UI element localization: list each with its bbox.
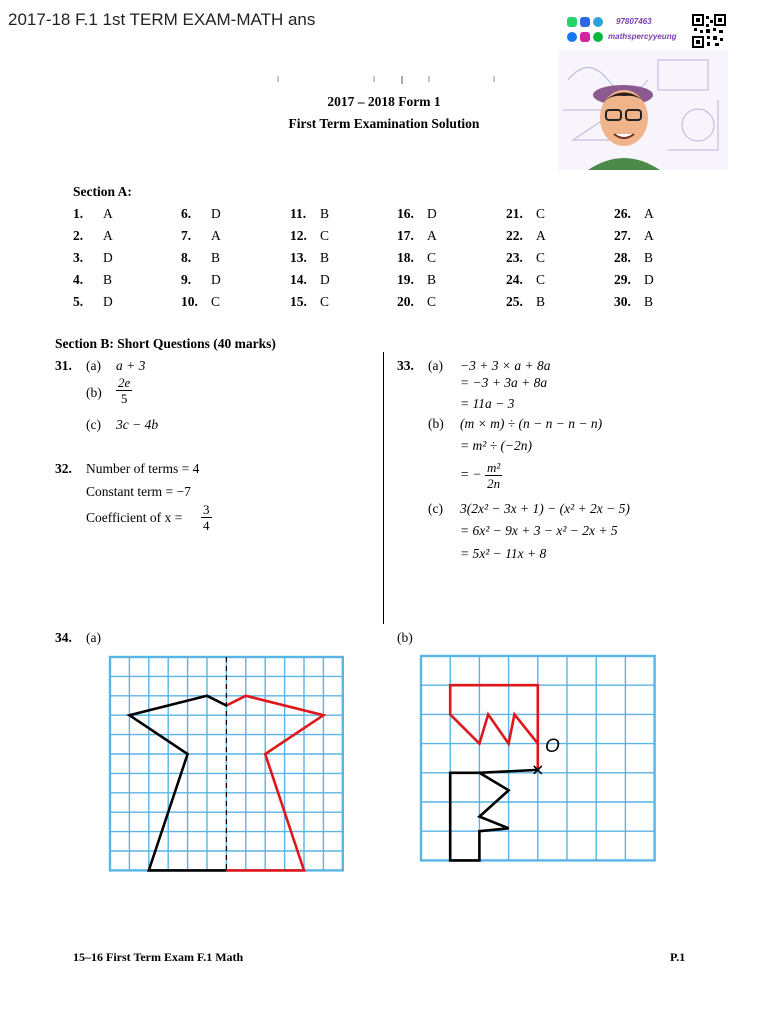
exam-title-heading: First Term Examination Solution [288, 116, 480, 131]
section-a-answer [397, 272, 436, 288]
q33b-line3: = − $\frac{\text{m²}}{2n}$ [460, 460, 501, 491]
section-a-title: Section A: [73, 184, 132, 199]
telegram-icon [593, 17, 603, 27]
facebook-icon [567, 32, 577, 42]
question-number: 2. [73, 228, 84, 243]
brand-handle: mathspercyyeung [608, 32, 677, 41]
section-a-answer [290, 228, 329, 244]
question-number: 25. [506, 294, 523, 309]
q32-fraction: $\frac{3}{4}$ [203, 502, 210, 533]
wechat-icon [593, 32, 603, 42]
answer-letter: D [320, 272, 330, 287]
question-number: 12. [290, 228, 307, 243]
section-a-answer [181, 272, 221, 288]
q32-line3: Coefficient of x = [86, 510, 183, 525]
answer-letter: B [211, 250, 221, 265]
question-number: 4. [73, 272, 84, 287]
answer-letter: C [536, 272, 546, 287]
section-a-answer [290, 272, 330, 288]
question-number: 20. [397, 294, 414, 309]
q31b-answer: $\frac{2e}{5}$ [118, 375, 131, 406]
footer-exam-name: 15–16 First Term Exam F.1 Math [73, 950, 244, 964]
section-a-answer [290, 294, 329, 310]
question-number: 21. [506, 206, 523, 221]
section-a-answer [614, 206, 654, 222]
question-number: 17. [397, 228, 414, 243]
q32-line2: Constant term = −7 [86, 484, 191, 499]
cartoon-avatar-image [558, 50, 728, 170]
answer-letter: B [427, 272, 437, 287]
answer-letter: A [536, 228, 546, 243]
answer-letter: C [320, 228, 330, 243]
q33c-line2: = 6x² − 9x + 3 − x² − 2x + 5 [460, 523, 618, 538]
section-a-answer [506, 272, 545, 288]
question-number: 18. [397, 250, 414, 265]
section-a-answer [397, 250, 436, 266]
section-a-answer [397, 294, 436, 310]
q31b-label: (b) [86, 385, 102, 400]
answer-letter: B [320, 206, 330, 221]
answer-letter: A [427, 228, 437, 243]
answer-letter: A [103, 206, 113, 221]
answer-letter: A [103, 228, 113, 243]
section-a-answer [506, 228, 546, 244]
section-b-title: Section B: Short Questions (40 marks) [55, 336, 276, 351]
q31c-answer: 3c − 4b [116, 417, 159, 432]
original-shape-black [129, 696, 226, 871]
section-a-answer [506, 250, 545, 266]
question-number: 26. [614, 206, 631, 221]
column-divider [383, 352, 384, 624]
phone-number: 97807463 [616, 17, 652, 26]
q31c-label: (c) [86, 417, 101, 432]
section-a-answer [73, 228, 113, 244]
question-number: 10. [181, 294, 198, 309]
answer-letter: D [103, 250, 113, 265]
q33a-line3: = 11a − 3 [460, 396, 515, 411]
answer-letter: B [644, 250, 654, 265]
q34b-rotation-grid [419, 654, 657, 876]
section-a-answer [397, 228, 437, 244]
section-a-answer [290, 250, 329, 266]
original-shape-black [450, 770, 538, 861]
section-a-answer [73, 206, 113, 222]
answer-letter: D [211, 206, 221, 221]
section-a-answer [181, 294, 220, 310]
section-a-answer [290, 206, 329, 222]
answer-letter: C [427, 250, 437, 265]
question-number: 7. [181, 228, 192, 243]
q33c-label: (c) [428, 501, 443, 516]
section-a-answer [614, 294, 653, 310]
section-a-answer [614, 272, 654, 288]
reflected-shape-red [226, 696, 323, 871]
answer-letter: C [211, 294, 221, 309]
q31a-label: (a) [86, 358, 101, 373]
exam-year-heading: 2017 – 2018 Form 1 [327, 94, 441, 109]
q33c-line3: = 5x² − 11x + 8 [460, 546, 547, 561]
answer-letter: B [644, 294, 654, 309]
rotated-shape-red [450, 685, 538, 770]
q33b-line2: = m² ÷ (−2n) [460, 438, 533, 453]
q33a-line1: −3 + 3 × a + 8a [460, 358, 551, 373]
question-number: 8. [181, 250, 192, 265]
question-number: 5. [73, 294, 84, 309]
section-a-answer [614, 228, 654, 244]
document-title: 2017-18 F.1 1st TERM EXAM-MATH ans [8, 10, 316, 29]
qr-code-icon [692, 14, 726, 48]
q33a-label: (a) [428, 358, 443, 373]
whatsapp-icon [567, 17, 577, 27]
decorative-tick-marks [276, 76, 496, 84]
answer-letter: D [427, 206, 437, 221]
answer-letter: B [103, 272, 113, 287]
question-number: 14. [290, 272, 307, 287]
section-a-answer [506, 294, 545, 310]
footer-page-number: P.1 [670, 950, 686, 964]
question-number: 29. [614, 272, 631, 287]
q34a-reflection-grid [108, 655, 344, 877]
answer-letter: D [103, 294, 113, 309]
q34-number: 34. [55, 630, 72, 645]
chat-icon [580, 17, 590, 27]
section-a-answer [73, 272, 112, 288]
instagram-icon [580, 32, 590, 42]
question-number: 3. [73, 250, 84, 265]
q33a-line2: = −3 + 3a + 8a [460, 375, 548, 390]
question-number: 19. [397, 272, 414, 287]
answer-letter: A [644, 206, 654, 221]
question-number: 30. [614, 294, 631, 309]
section-a-answer [73, 250, 113, 266]
q32-number: 32. [55, 461, 72, 476]
section-a-answer [73, 294, 113, 310]
q31a-answer: a + 3 [116, 358, 146, 373]
answer-letter: C [427, 294, 437, 309]
q33b-line1: (m × m) ÷ (n − n − n − n) [460, 416, 603, 431]
question-number: 13. [290, 250, 307, 265]
q33b-label: (b) [428, 416, 444, 431]
answer-letter: A [211, 228, 221, 243]
question-number: 27. [614, 228, 631, 243]
question-number: 1. [73, 206, 84, 221]
question-number: 24. [506, 272, 523, 287]
section-a-answer [181, 206, 221, 222]
answer-letter: C [536, 206, 546, 221]
q34a-label: (a) [86, 630, 101, 645]
answer-letter: D [211, 272, 221, 287]
q33-number: 33. [397, 358, 414, 373]
question-number: 15. [290, 294, 307, 309]
q34b-label: (b) [397, 630, 413, 645]
section-a-answer [181, 228, 221, 244]
answer-letter: B [320, 250, 330, 265]
section-a-answer [397, 206, 437, 222]
question-number: 23. [506, 250, 523, 265]
contact-block [567, 14, 692, 46]
question-number: 11. [290, 206, 307, 221]
q31-number: 31. [55, 358, 72, 373]
section-a-answer [181, 250, 220, 266]
question-number: 22. [506, 228, 523, 243]
answer-letter: A [644, 228, 654, 243]
section-a-answer [614, 250, 653, 266]
answer-letter: D [644, 272, 654, 287]
question-number: 9. [181, 272, 192, 287]
rotation-centre-label: O [545, 736, 560, 757]
answer-letter: B [536, 294, 546, 309]
question-number: 28. [614, 250, 631, 265]
answer-letter: C [536, 250, 546, 265]
answer-letter: C [320, 294, 330, 309]
section-a-answer [506, 206, 545, 222]
q33c-line1: 3(2x² − 3x + 1) − (x² + 2x − 5) [460, 501, 630, 516]
q32-line1: Number of terms = 4 [86, 461, 200, 476]
question-number: 6. [181, 206, 192, 221]
question-number: 16. [397, 206, 414, 221]
